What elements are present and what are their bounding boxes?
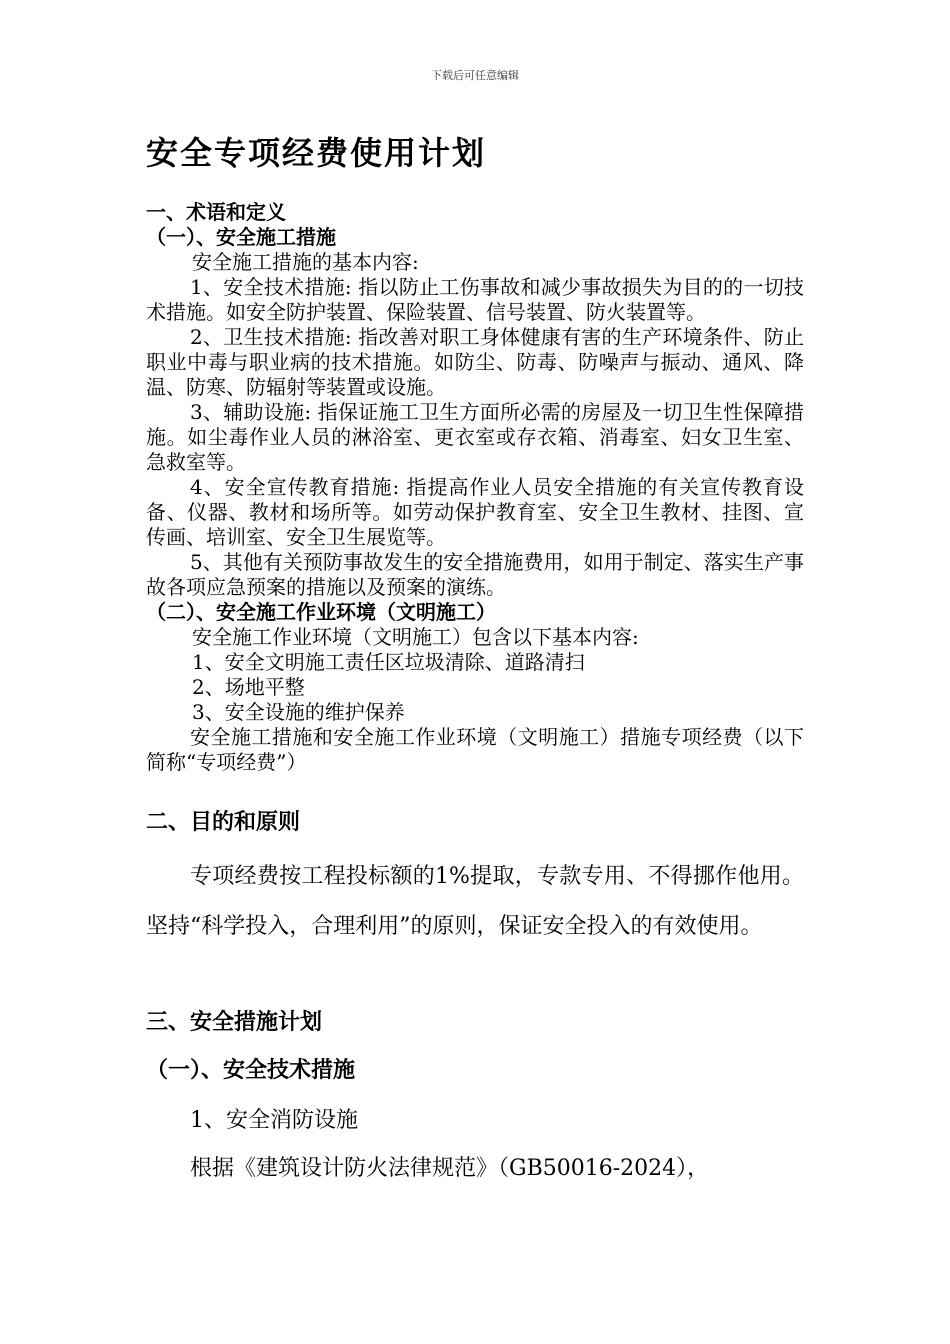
list-item: 1、安全技术措施: 指以防止工伤事故和减少事故损失为目的的一切技术措施。如安全防护装置、保险装置、信号装置、防火装置等。 <box>146 275 804 324</box>
page-header: 下载后可任意编辑 <box>431 69 519 82</box>
list-item: 5、其他有关预防事故发生的安全措施费用，如用于制定、落实生产事故各项应急预案的措施以及预案的演练。 <box>146 550 804 599</box>
document-title: 安全专项经费使用计划 <box>146 134 487 172</box>
list-item: 2、卫生技术措施: 指改善对职工身体健康有害的生产环境条件、防止职业中毒与职业病的技术措施。如防尘、防毒、防噪声与振动、通风、降温、防寒、防辐射等装置或设施。 <box>146 325 804 399</box>
paragraph: 安全施工措施和安全施工作业环境（文明施工）措施专项经费（以下简称“专项经费”） <box>146 725 804 774</box>
intro-work-environment: 安全施工作业环境（文明施工）包含以下基本内容: <box>192 625 639 649</box>
section-heading-text: 三、安全措施计划 <box>146 1010 323 1035</box>
subheading-text: （一）、安全技术措施 <box>146 1058 356 1083</box>
list-item: 4、安全宣传教育措施: 指提高作业人员安全措施的有关宣传教育设备、仪器、教材和场所等。如劳动保护教育室、安全卫生教材、挂图、宣传画、培训室、安全卫生展览等。 <box>146 475 804 549</box>
list-item: 1、安全文明施工责任区垃圾清除、道路清扫 <box>192 650 585 674</box>
subheading-safety-tech <box>146 1054 804 1088</box>
section-terms <box>146 200 804 775</box>
plan-paragraph <box>146 1152 804 1186</box>
subheading-work-environment: （二）、安全施工作业环境（文明施工） <box>146 600 496 624</box>
section-heading-terms: 一、术语和定义 <box>146 200 286 224</box>
section-heading-text: 二、目的和原则 <box>146 810 301 835</box>
list-item: 2、场地平整 <box>192 675 305 699</box>
subheading-safety-measures: （一）、安全施工措施 <box>146 225 336 249</box>
section-heading-plan <box>146 1006 804 1040</box>
section-purpose-body <box>146 852 804 952</box>
list-item: 3、安全设施的维护保养 <box>192 700 405 724</box>
plan-item <box>146 1104 804 1138</box>
paragraph: 专项经费按工程投标额的1%提取，专款专用、不得挪作他用。坚持“科学投入，合理利用”的原则，保证安全投入的有效使用。 <box>146 864 804 939</box>
section-heading-purpose <box>146 806 804 840</box>
paragraph: 根据《建筑设计防火法律规范》（GB50016-2024）， <box>190 1156 710 1181</box>
list-item: 1、安全消防设施 <box>190 1108 358 1133</box>
list-item: 3、辅助设施: 指保证施工卫生方面所必需的房屋及一切卫生性保障措施。如尘毒作业人员的淋浴室、更衣室或存衣箱、消毒室、妇女卫生室、急救室等。 <box>146 400 804 474</box>
intro-safety-measures: 安全施工措施的基本内容: <box>192 250 419 274</box>
